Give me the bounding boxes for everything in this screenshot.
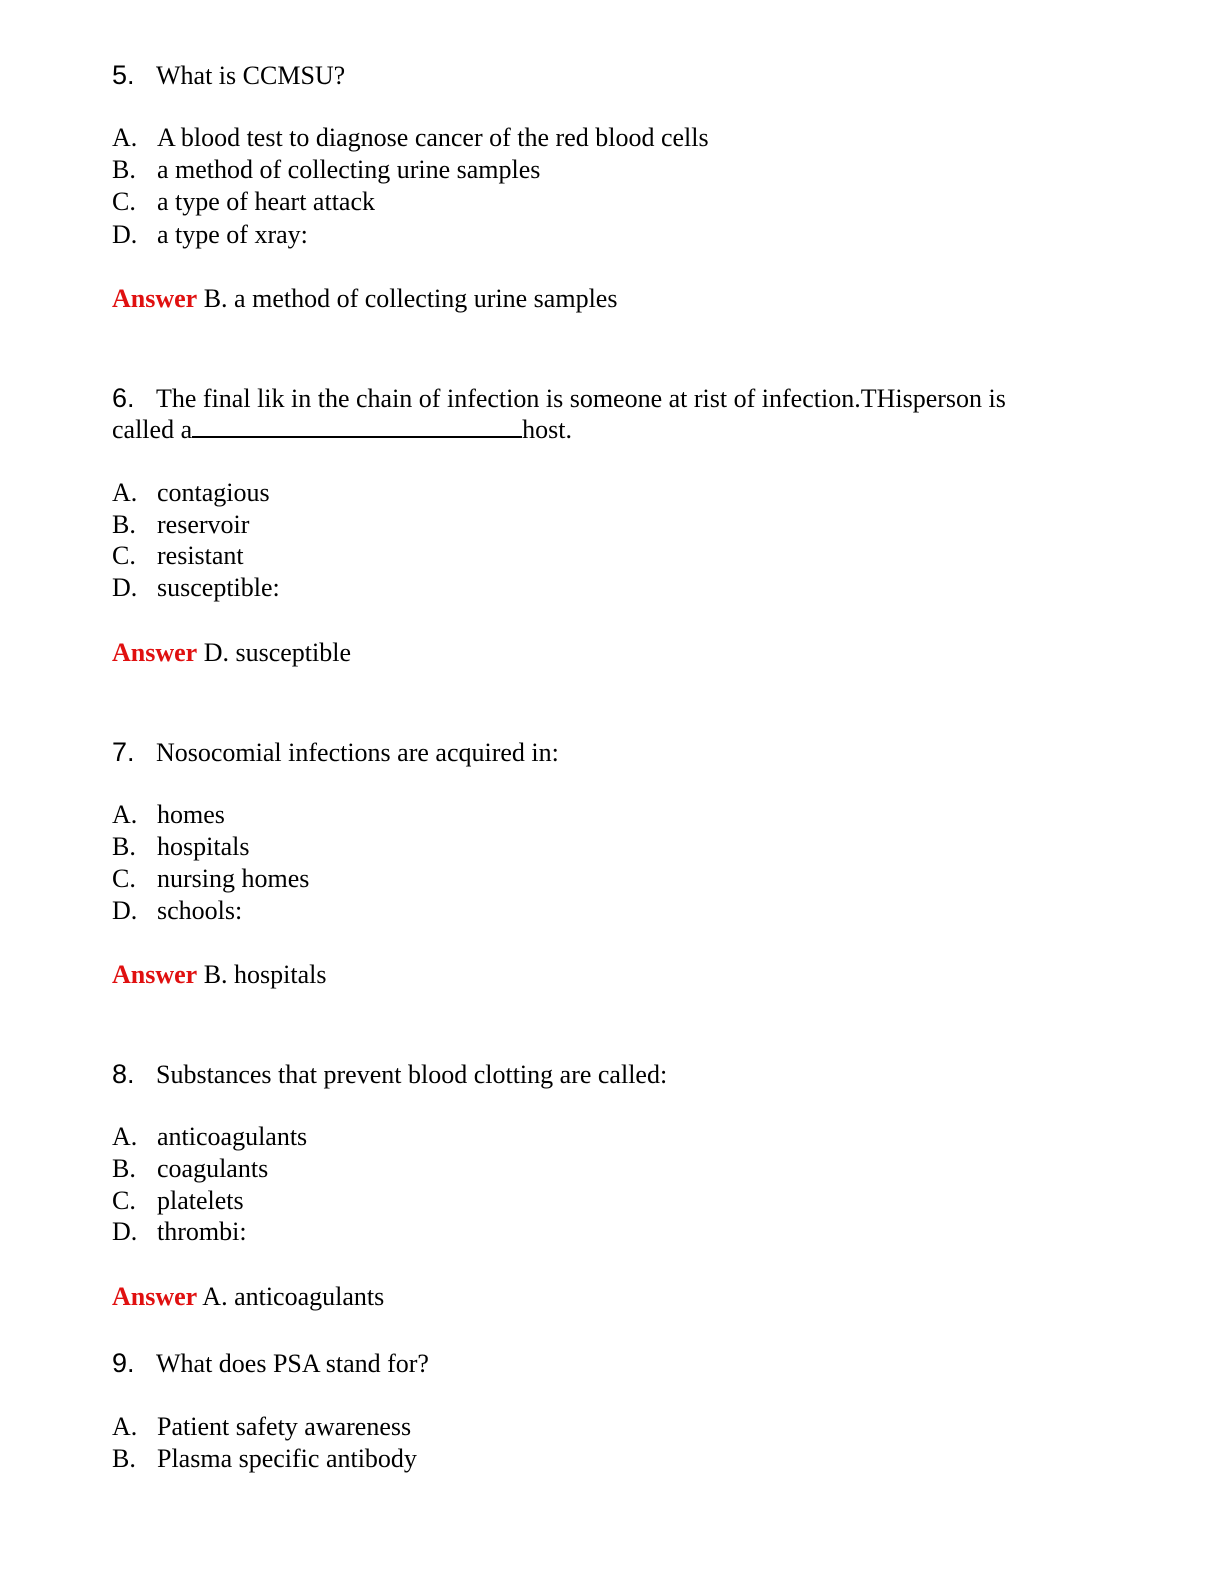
option-letter: D. xyxy=(112,573,138,602)
question-6-answer xyxy=(112,637,351,669)
option-text: susceptible: xyxy=(157,573,280,602)
option-text: reservoir xyxy=(157,510,250,539)
question-7-option-d xyxy=(112,895,242,927)
question-7-option-b xyxy=(112,831,249,863)
option-letter: B. xyxy=(112,1154,136,1183)
option-text: schools: xyxy=(157,896,243,925)
answer-text: D. susceptible xyxy=(203,638,352,667)
question-8-option-d xyxy=(112,1216,247,1248)
option-letter: D. xyxy=(112,896,138,925)
option-text: thrombi: xyxy=(157,1217,247,1246)
question-5-option-c xyxy=(112,186,375,218)
option-letter: B. xyxy=(112,832,136,861)
option-text: a type of heart attack xyxy=(157,187,375,216)
answer-label: Answer xyxy=(112,638,198,667)
question-number: 8. xyxy=(112,1059,135,1089)
option-letter: A. xyxy=(112,1122,138,1151)
option-letter: B. xyxy=(112,510,136,539)
option-text: a method of collecting urine samples xyxy=(157,155,541,184)
question-text-prefix: called a xyxy=(112,415,193,444)
question-9-stem xyxy=(112,1347,429,1380)
option-letter: B. xyxy=(112,1444,136,1473)
option-letter: A. xyxy=(112,800,138,829)
question-7-option-c xyxy=(112,863,309,895)
option-letter: A. xyxy=(112,478,138,507)
question-text: Substances that prevent blood clotting are called: xyxy=(156,1060,668,1089)
option-letter: D. xyxy=(112,220,138,249)
option-letter: B. xyxy=(112,155,136,184)
question-number: 6. xyxy=(112,383,135,413)
option-letter: D. xyxy=(112,1217,138,1246)
option-text: resistant xyxy=(157,541,244,570)
question-7-option-a xyxy=(112,799,225,831)
question-5-option-d xyxy=(112,219,308,251)
option-text: contagious xyxy=(157,478,270,507)
question-number: 5. xyxy=(112,60,135,90)
option-letter: A. xyxy=(112,1412,138,1441)
question-5-stem xyxy=(112,59,345,92)
question-text: Nosocomial infections are acquired in: xyxy=(156,738,559,767)
question-6-option-a xyxy=(112,477,270,509)
question-number: 9. xyxy=(112,1348,135,1378)
answer-label: Answer xyxy=(112,1282,198,1311)
option-letter: C. xyxy=(112,864,136,893)
option-letter: C. xyxy=(112,187,136,216)
question-6-stem-line-2 xyxy=(112,414,572,446)
option-text: a type of xray: xyxy=(157,220,308,249)
fill-in-blank xyxy=(192,414,522,438)
question-5-option-a xyxy=(112,122,709,154)
answer-label: Answer xyxy=(112,960,198,989)
option-letter: A. xyxy=(112,123,138,152)
option-text: platelets xyxy=(157,1186,244,1215)
question-8-stem xyxy=(112,1058,667,1091)
question-text: The final lik in the chain of infection is someone at rist of infection.THisperson is xyxy=(156,384,1006,413)
option-text: coagulants xyxy=(157,1154,269,1183)
question-7-answer xyxy=(112,959,327,991)
question-text-suffix: host. xyxy=(522,415,572,444)
option-letter: C. xyxy=(112,1186,136,1215)
answer-text: B. hospitals xyxy=(203,960,327,989)
question-text: What does PSA stand for? xyxy=(156,1349,429,1378)
question-9-option-a xyxy=(112,1411,411,1443)
question-8-option-c xyxy=(112,1185,244,1217)
question-6-option-d xyxy=(112,572,280,604)
option-text: nursing homes xyxy=(157,864,310,893)
answer-label: Answer xyxy=(112,284,198,313)
question-5-option-b xyxy=(112,154,540,186)
question-8-option-a xyxy=(112,1121,307,1153)
option-text: hospitals xyxy=(157,832,250,861)
question-6-option-b xyxy=(112,509,249,541)
option-text: Plasma specific antibody xyxy=(157,1444,417,1473)
question-7-stem xyxy=(112,736,559,769)
answer-text: B. a method of collecting urine samples xyxy=(203,284,618,313)
question-6-option-c xyxy=(112,540,244,572)
question-8-option-b xyxy=(112,1153,268,1185)
question-5-answer xyxy=(112,283,617,315)
option-text: Patient safety awareness xyxy=(157,1412,412,1441)
question-text: What is CCMSU? xyxy=(156,61,346,90)
question-9-option-b xyxy=(112,1443,417,1475)
question-number: 7. xyxy=(112,737,135,767)
option-text: anticoagulants xyxy=(157,1122,308,1151)
question-6-stem xyxy=(112,382,1006,415)
option-letter: C. xyxy=(112,541,136,570)
option-text: homes xyxy=(157,800,225,829)
option-text: A blood test to diagnose cancer of the red blood cells xyxy=(157,123,709,152)
question-8-answer xyxy=(112,1281,384,1313)
answer-text: A. anticoagulants xyxy=(202,1282,385,1311)
